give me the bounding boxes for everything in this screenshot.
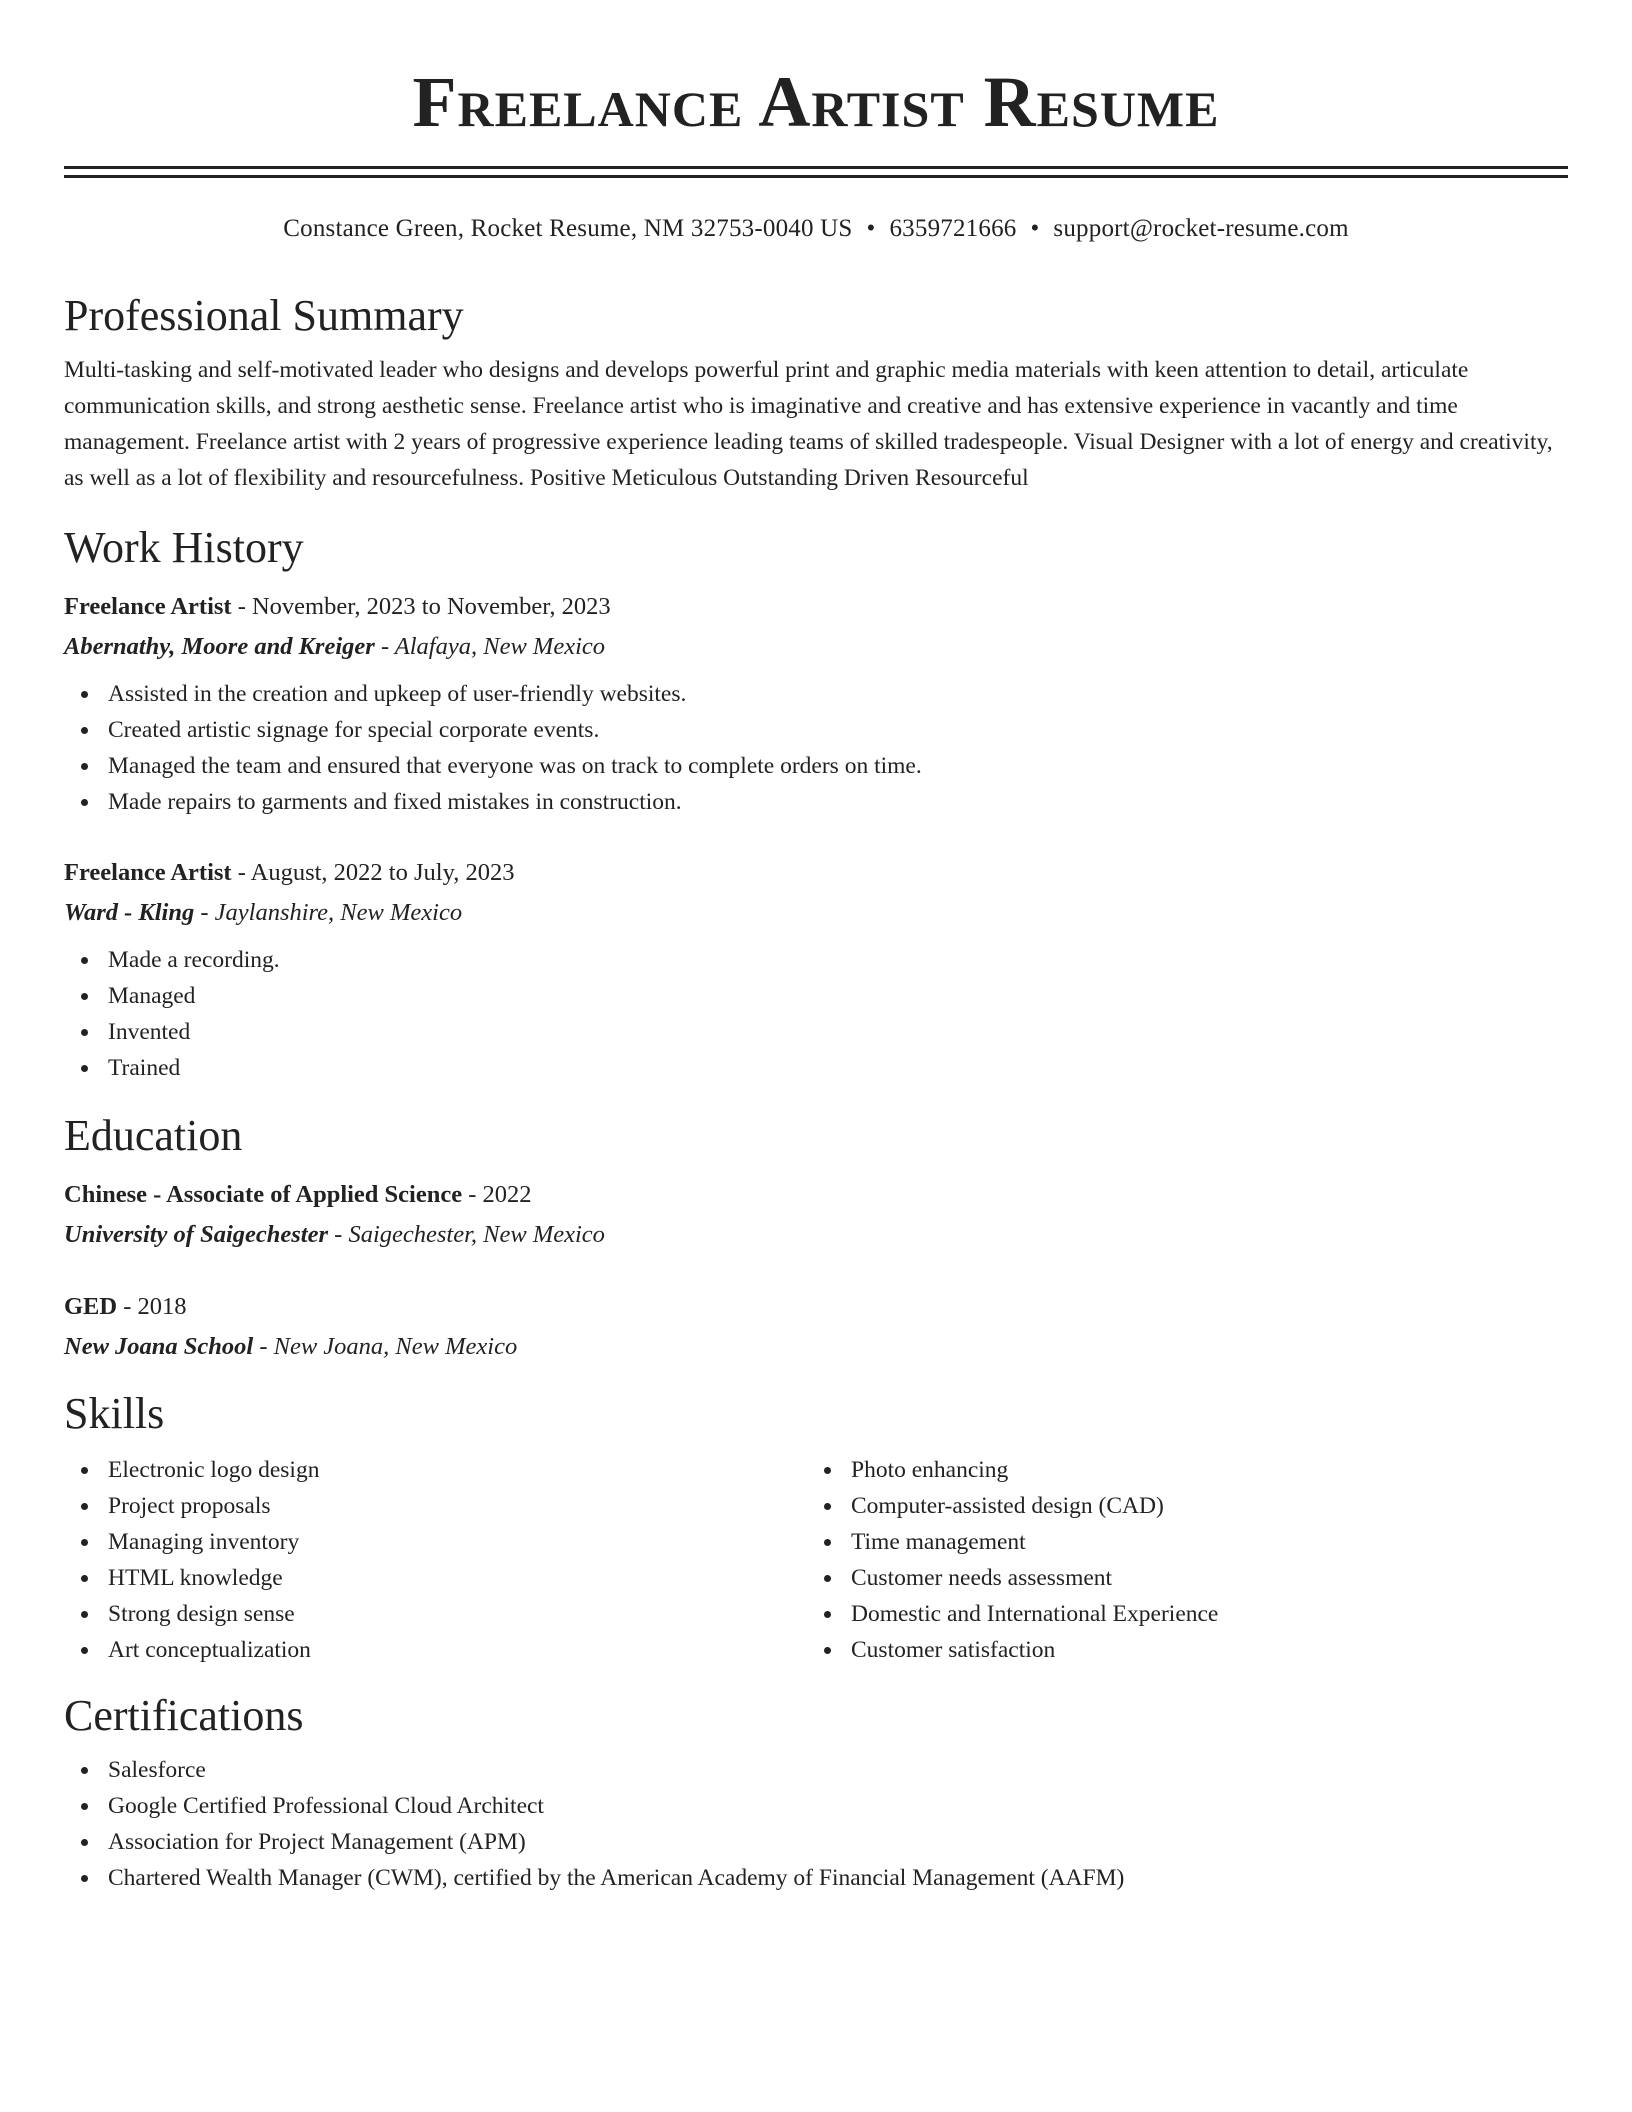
bullet-dot: [824, 1539, 831, 1546]
job-bullet: [64, 1050, 1568, 1086]
job-company-line: [64, 894, 1568, 932]
bullet-dot: [81, 1767, 88, 1774]
skill-text: Time management: [851, 1529, 1026, 1555]
skills-grid: [64, 1452, 1568, 1668]
skill-text: Strong design sense: [108, 1601, 295, 1627]
degree: GED: [64, 1293, 118, 1320]
job-bullet: [64, 784, 1568, 820]
degree-line: [64, 1176, 1568, 1214]
education-entry: [64, 1288, 1568, 1366]
certifications-list: [64, 1752, 1568, 1896]
skill-text: Electronic logo design: [108, 1457, 320, 1483]
job-bullet-text: Made repairs to garments and fixed mistakes in construction.: [108, 789, 682, 815]
skill-item: [807, 1488, 1550, 1524]
certification-text: Google Certified Professional Cloud Architect: [108, 1793, 544, 1819]
skill-text: Project proposals: [108, 1493, 271, 1519]
skill-text: Computer-assisted design (CAD): [851, 1493, 1164, 1519]
certification-text: Association for Project Management (APM): [108, 1829, 526, 1855]
skill-item: [807, 1632, 1550, 1668]
job-bullet: [64, 676, 1568, 712]
bullet-dot: [81, 763, 88, 770]
title-rule-top: [64, 166, 1568, 169]
skill-text: HTML knowledge: [108, 1565, 283, 1591]
degree: Chinese - Associate of Applied Science: [64, 1181, 463, 1208]
certification-item: [64, 1824, 1568, 1860]
skill-item: [807, 1452, 1550, 1488]
skill-item: [64, 1560, 807, 1596]
bullet-dot: [81, 1575, 88, 1582]
resume-page: [64, 0, 1568, 1896]
job-bullets: [64, 942, 1568, 1086]
bullet-dot: [81, 1611, 88, 1618]
bullet-dot: [81, 1875, 88, 1882]
bullet-dot: [81, 691, 88, 698]
contact-line: [64, 214, 1568, 244]
degree-year: - 2022: [462, 1181, 532, 1208]
job-company-line: [64, 628, 1568, 666]
bullet-dot: [81, 1029, 88, 1036]
job-bullet: [64, 712, 1568, 748]
bullet-dot: [81, 1065, 88, 1072]
skills-column-right: [807, 1452, 1550, 1668]
school-name: University of Saigechester: [64, 1221, 329, 1248]
bullet-dot: [81, 799, 88, 806]
skill-item: [64, 1488, 807, 1524]
contact-separator: •: [1030, 215, 1040, 242]
job-bullet-text: Managed the team and ensured that everyone was on track to complete orders on time.: [108, 753, 922, 779]
skill-item: [64, 1452, 807, 1488]
job-company: Abernathy, Moore and Kreiger: [64, 633, 375, 660]
job-bullet: [64, 1014, 1568, 1050]
job-dates: - August, 2022 to July, 2023: [231, 859, 515, 886]
title-rule-bottom: [64, 175, 1568, 178]
school-line: [64, 1328, 1568, 1366]
bullet-dot: [824, 1467, 831, 1474]
certification-text: Chartered Wealth Manager (CWM), certified by the American Academy of Financial Management (AAFM): [108, 1865, 1125, 1891]
certification-item: [64, 1752, 1568, 1788]
bullet-dot: [81, 1539, 88, 1546]
certifications-heading: Certifications: [64, 1691, 304, 1740]
job-entry: [64, 854, 1568, 1086]
job-location: - Alafaya, New Mexico: [374, 633, 606, 660]
contact-email[interactable]: support@rocket-resume.com: [1053, 215, 1349, 242]
degree-line: [64, 1288, 1568, 1326]
certification-item: [64, 1788, 1568, 1824]
job-title: Freelance Artist: [64, 593, 232, 620]
bullet-dot: [81, 1839, 88, 1846]
skills-heading: Skills: [64, 1389, 165, 1438]
job-bullet: [64, 748, 1568, 784]
job-bullet-text: Invented: [108, 1019, 191, 1045]
certification-item: [64, 1860, 1568, 1896]
bullet-dot: [81, 993, 88, 1000]
skill-text: Managing inventory: [108, 1529, 300, 1555]
job-bullet-text: Managed: [108, 983, 196, 1009]
resume-title: Freelance Artist Resume: [412, 62, 1220, 142]
job-title-line: [64, 854, 1568, 892]
skill-item: [807, 1524, 1550, 1560]
contact-separator: •: [866, 215, 876, 242]
skill-item: [807, 1596, 1550, 1632]
bullet-dot: [824, 1503, 831, 1510]
skill-text: Customer satisfaction: [851, 1637, 1056, 1663]
education-heading: Education: [64, 1111, 243, 1160]
job-bullet: [64, 942, 1568, 978]
job-entry: [64, 588, 1568, 820]
work-history-heading: Work History: [64, 523, 304, 572]
job-bullet: [64, 978, 1568, 1014]
job-bullet-text: Made a recording.: [108, 947, 280, 973]
skill-item: [64, 1524, 807, 1560]
skill-item: [64, 1632, 807, 1668]
bullet-dot: [824, 1575, 831, 1582]
education-entry: [64, 1176, 1568, 1254]
bullet-dot: [81, 957, 88, 964]
job-bullet-text: Created artistic signage for special corporate events.: [108, 717, 600, 743]
job-dates: - November, 2023 to November, 2023: [231, 593, 611, 620]
school-location: - Saigechester, New Mexico: [328, 1221, 605, 1248]
job-title: Freelance Artist: [64, 859, 232, 886]
school-name: New Joana School: [64, 1333, 254, 1360]
degree-year: - 2018: [117, 1293, 187, 1320]
skill-text: Art conceptualization: [108, 1637, 311, 1663]
contact-phone: 6359721666: [889, 215, 1017, 242]
bullet-dot: [81, 1803, 88, 1810]
bullet-dot: [824, 1611, 831, 1618]
skills-column-left: [64, 1452, 807, 1668]
skill-text: Domestic and International Experience: [851, 1601, 1219, 1627]
bullet-dot: [81, 1503, 88, 1510]
contact-address: Constance Green, Rocket Resume, NM 32753-0040 US: [283, 215, 853, 242]
school-location: - New Joana, New Mexico: [253, 1333, 518, 1360]
bullet-dot: [81, 1647, 88, 1654]
summary-heading: Professional Summary: [64, 291, 464, 340]
skill-text: Customer needs assessment: [851, 1565, 1113, 1591]
bullet-dot: [81, 727, 88, 734]
job-bullet-text: Trained: [108, 1055, 181, 1081]
job-bullet-text: Assisted in the creation and upkeep of user-friendly websites.: [108, 681, 687, 707]
certification-text: Salesforce: [108, 1757, 206, 1783]
skill-text: Photo enhancing: [851, 1457, 1009, 1483]
job-company: Ward - Kling: [64, 899, 195, 926]
skill-item: [64, 1596, 807, 1632]
job-title-line: [64, 588, 1568, 626]
bullet-dot: [81, 1467, 88, 1474]
summary-text: Multi-tasking and self-motivated leader who designs and develops powerful print and graphic media materials with keen attention to detail, articulate communication skills, and strong aesthetic sense. Freelance artist who is imaginative and creative and has extensive experience in vacantly and time management. Freelance artist with 2 years of progressive experience leading teams of skilled tradespeople. Visual Designer with a lot of energy and creativity, as well as a lot of flexibility and resourcefulness. Positive Meticulous Outstanding Driven Resourceful: [64, 357, 1553, 491]
skill-item: [807, 1560, 1550, 1596]
school-line: [64, 1216, 1568, 1254]
job-location: - Jaylanshire, New Mexico: [194, 899, 463, 926]
bullet-dot: [824, 1647, 831, 1654]
job-bullets: [64, 676, 1568, 820]
